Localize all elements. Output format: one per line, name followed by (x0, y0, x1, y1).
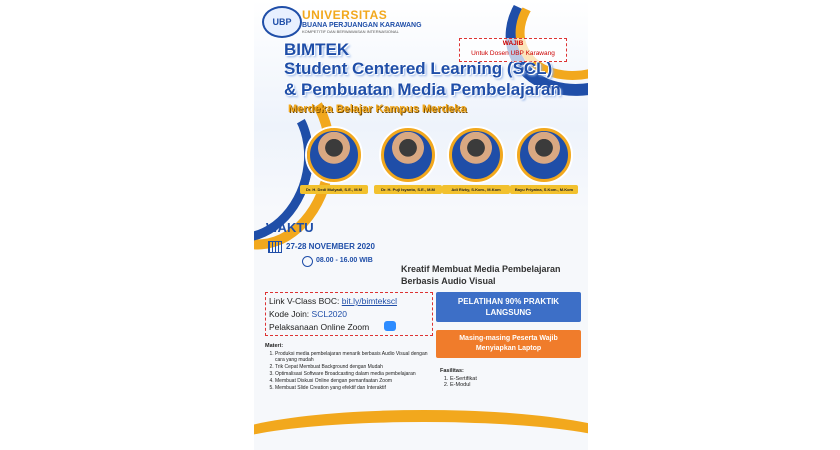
pelatihan-badge (436, 292, 581, 322)
kode-line (269, 309, 347, 319)
event-poster (254, 0, 588, 450)
vclass-link[interactable]: bit.ly/bimtekscl (341, 296, 398, 306)
speaker-name: Adi Rizky, S.Kom., M.Kom (442, 185, 510, 194)
title-subtitle: Merdeka Belajar Kampus Merdeka (288, 103, 467, 115)
headline-line1: Kreatif Membuat Media Pembelajaran (401, 264, 561, 274)
speaker-card (300, 128, 368, 194)
list-item: 2. Trik Cepat Membuat Background dengan Mudah (275, 364, 437, 370)
list-item: 1. E-Sertifikat (450, 376, 477, 382)
schedule-date: 27-28 NOVEMBER 2020 (286, 242, 375, 251)
pelaksanaan-text: Pelaksanaan Online Zoom (269, 322, 370, 332)
logo-text: UBP (272, 17, 292, 27)
schedule-time: 08.00 - 16.00 WIB (316, 257, 373, 264)
university-tagline: KOMPETITIF DAN BERWAWASAN INTERNASIONAL (302, 29, 399, 34)
headline (401, 263, 561, 287)
speaker-photo (307, 128, 361, 182)
pelatihan-line2: LANGSUNG (485, 308, 532, 317)
speaker-card (510, 128, 578, 194)
title-line1: BIMTEK (284, 40, 350, 59)
notice-line1: WAJIB (502, 40, 524, 47)
zoom-icon (384, 321, 396, 331)
speaker-name: Dr. H. Dedi Mulyadi, S.E., M.M (300, 185, 368, 194)
calendar-icon (268, 241, 282, 253)
materi-section (265, 343, 437, 392)
materi-heading: Materi: (265, 343, 284, 349)
list-item: 2. E-Modul (450, 382, 477, 388)
university-label: UNIVERSITAS (302, 8, 388, 22)
speaker-name: Bayu Priyatna, S.Kom., M.Kom (510, 185, 578, 194)
list-item: 1. Produksi media pembelajaran menarik berbasis Audio Visual dengan cara yang mudah (275, 351, 437, 363)
laptop-line2: Menyiapkan Laptop (475, 345, 542, 352)
kode-label: Kode Join: (269, 309, 312, 319)
headline-line2: Berbasis Audio Visual (401, 276, 496, 286)
list-item: 3. Optimalisasi Software Broadcasting dalam media pembelajaran (275, 371, 437, 377)
speaker-name: Dr. H. Puji Isyanto, S.E., M.M (374, 185, 442, 194)
speaker-photo (381, 128, 435, 182)
pelatihan-line1: PELATIHAN 90% PRAKTIK (457, 297, 560, 306)
list-item: 4. Membuat Diskusi Online dengan pemanfaatan Zoom (275, 378, 437, 384)
link-line (269, 296, 397, 306)
clock-icon (302, 256, 313, 267)
title-line3: & Pembuatan Media Pembelajaran (284, 80, 561, 99)
university-name: BUANA PERJUANGAN KARAWANG (302, 22, 422, 29)
kode-value: SCL2020 (311, 309, 347, 319)
fasilitas-section (440, 368, 477, 388)
title-line2: Student Centered Learning (SCL) (284, 59, 553, 78)
speaker-card (442, 128, 510, 194)
list-item: 5. Membuat Slide Creation yang efektif dan Interaktif (275, 385, 437, 391)
speaker-photo (517, 128, 571, 182)
link-label: Link V-Class BOC: (269, 296, 342, 306)
laptop-badge (436, 330, 581, 358)
schedule-label: WAKTU (266, 220, 314, 235)
university-logo (262, 6, 302, 38)
speaker-card (374, 128, 442, 194)
notice-line2: Untuk Dosen UBP Karawang (471, 50, 555, 57)
fasilitas-heading: Fasilitas: (440, 368, 464, 374)
laptop-line1: Masing-masing Peserta Wajib (459, 335, 558, 342)
university-header (302, 8, 422, 34)
speaker-photo (449, 128, 503, 182)
